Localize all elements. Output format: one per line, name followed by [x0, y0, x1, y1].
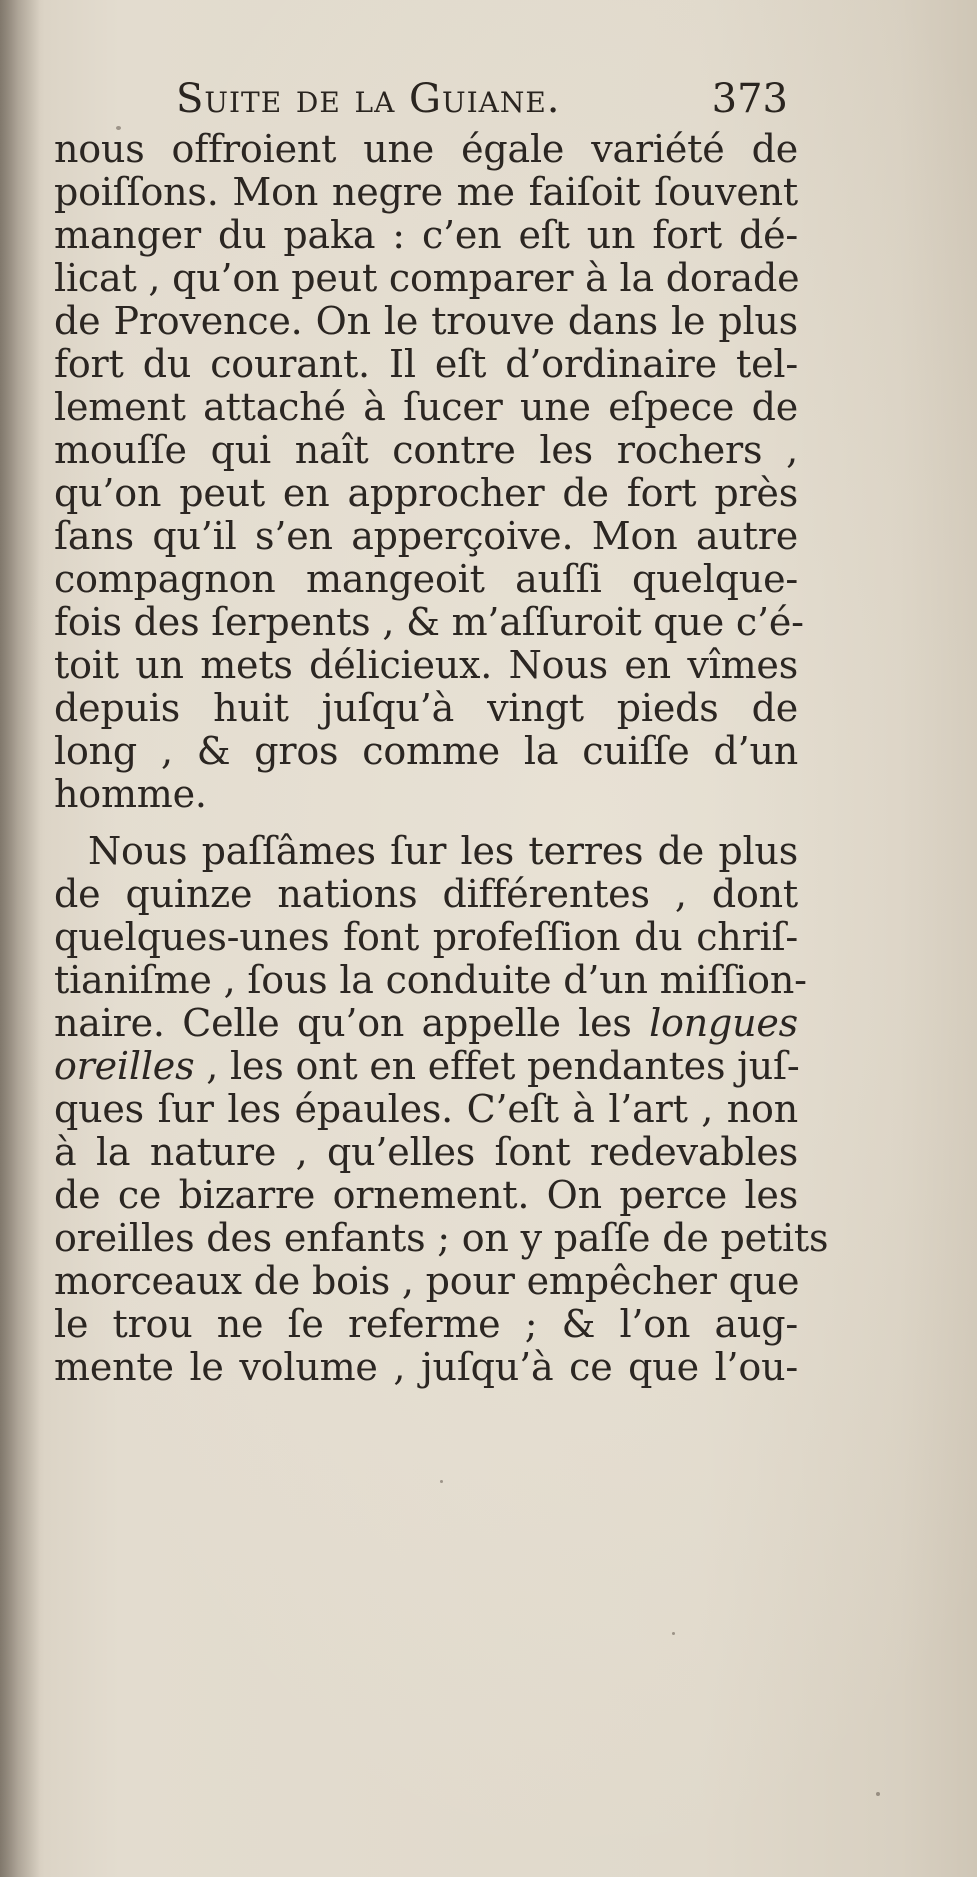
page-header — [176, 76, 792, 132]
text-line: tianiſme , ſous la conduite d’un miſſion- — [54, 958, 807, 1002]
paragraph — [54, 829, 829, 1389]
page-number: 373 — [711, 76, 788, 122]
text-line: fois des ſerpents , & m’aſſuroit que c’é- — [54, 600, 804, 644]
text-segment: , les ont en effet pendantes juſ- — [194, 1044, 800, 1088]
italic-term: oreilles — [54, 1044, 195, 1088]
body-text — [54, 127, 829, 1389]
text-line: ques ſur les épaules. C’eſt à l’art , non — [54, 1087, 798, 1131]
paragraph — [54, 127, 804, 816]
text-line: poiſſons. Mon negre me faiſoit ſouvent — [54, 170, 798, 214]
text-line: quelques-unes font profeſſion du chriſ- — [54, 915, 798, 959]
text-line: lement attaché à ſucer une eſpece de — [54, 385, 798, 429]
paper-speck — [876, 1792, 880, 1796]
text-line: qu’on peut en approcher de fort près — [54, 471, 798, 515]
text-line: nous offroient une égale variété de — [54, 127, 798, 171]
text-line: depuis huit juſqu’à vingt pieds de — [54, 686, 798, 730]
text-line: licat , qu’on peut comparer à la dorade — [54, 256, 800, 300]
text-line — [54, 1045, 798, 1088]
text-line: compagnon mangeoit auſſi quelque- — [54, 557, 798, 601]
text-line: de Provence. On le trouve dans le plus — [54, 299, 798, 343]
gutter-shadow — [0, 0, 40, 1877]
text-line: à la nature , qu’elles ſont redevables — [54, 1130, 798, 1174]
italic-term: longues — [649, 1001, 798, 1045]
text-line: manger du paka : c’en eſt un fort dé- — [54, 213, 798, 257]
text-line: Nous paſſâmes ſur les terres de plus — [88, 829, 798, 873]
text-line: ſans qu’il s’en apperçoive. Mon autre — [54, 514, 798, 558]
text-line: morceaux de bois , pour empêcher que — [54, 1259, 800, 1303]
text-line: de ce bizarre ornement. On perce les — [54, 1173, 798, 1217]
text-line — [54, 1002, 798, 1045]
paper-speck — [440, 1480, 443, 1483]
text-line: de quinze nations différentes , dont — [54, 872, 798, 916]
text-line: long , & gros comme la cuiſſe d’un — [54, 729, 798, 773]
text-line: fort du courant. Il eſt d’ordinaire tel- — [54, 342, 798, 386]
running-title: Suite de la Guiane. — [176, 76, 561, 122]
text-line: homme. — [54, 772, 207, 816]
text-segment: naire. Celle qu’on appelle les — [54, 1001, 650, 1045]
text-line: oreilles des enfants ; on y paſſe de petits — [54, 1216, 829, 1260]
text-line: mouſſe qui naît contre les rochers , — [54, 428, 798, 472]
text-line: mente le volume , juſqu’à ce que l’ou- — [54, 1345, 798, 1389]
paper-speck — [672, 1632, 675, 1635]
text-line: toit un mets délicieux. Nous en vîmes — [54, 643, 798, 687]
text-line: le trou ne ſe referme ; & l’on aug- — [54, 1302, 798, 1346]
